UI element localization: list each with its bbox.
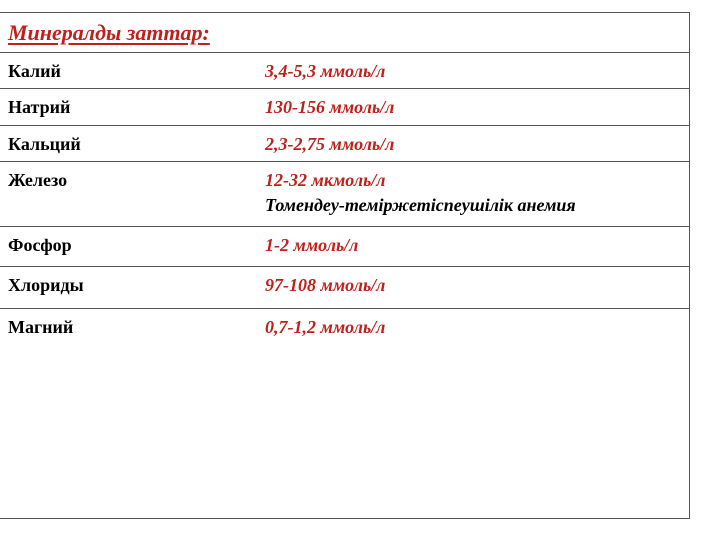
mineral-value: 3,4-5,3 ммоль/л — [265, 61, 386, 81]
table-row — [0, 267, 689, 309]
mineral-note: Томендеу-теміржетіспеушілік анемия — [265, 195, 576, 215]
table-row — [0, 227, 689, 267]
table-header-row — [0, 12, 689, 53]
mineral-value: 12-32 мкмоль/л — [265, 170, 386, 190]
table-row — [0, 126, 689, 162]
mineral-name: Натрий — [8, 97, 71, 117]
mineral-value: 97-108 ммоль/л — [265, 275, 386, 295]
mineral-name: Кальций — [8, 134, 81, 154]
table-title: Минералды заттар: — [8, 20, 210, 45]
table-row — [0, 53, 689, 89]
table-row — [0, 89, 689, 126]
mineral-value: 130-156 ммоль/л — [265, 97, 395, 117]
table-row — [0, 162, 689, 227]
mineral-name: Калий — [8, 61, 61, 81]
mineral-name: Фосфор — [8, 235, 72, 255]
mineral-value: 1-2 ммоль/л — [265, 235, 359, 255]
minerals-table — [0, 12, 690, 519]
mineral-name: Хлориды — [8, 275, 84, 295]
mineral-value: 2,3-2,75 ммоль/л — [265, 134, 395, 154]
mineral-name: Железо — [8, 170, 68, 190]
mineral-value: 0,7-1,2 ммоль/л — [265, 317, 386, 337]
mineral-name: Магний — [8, 317, 74, 337]
table-row — [0, 309, 689, 518]
